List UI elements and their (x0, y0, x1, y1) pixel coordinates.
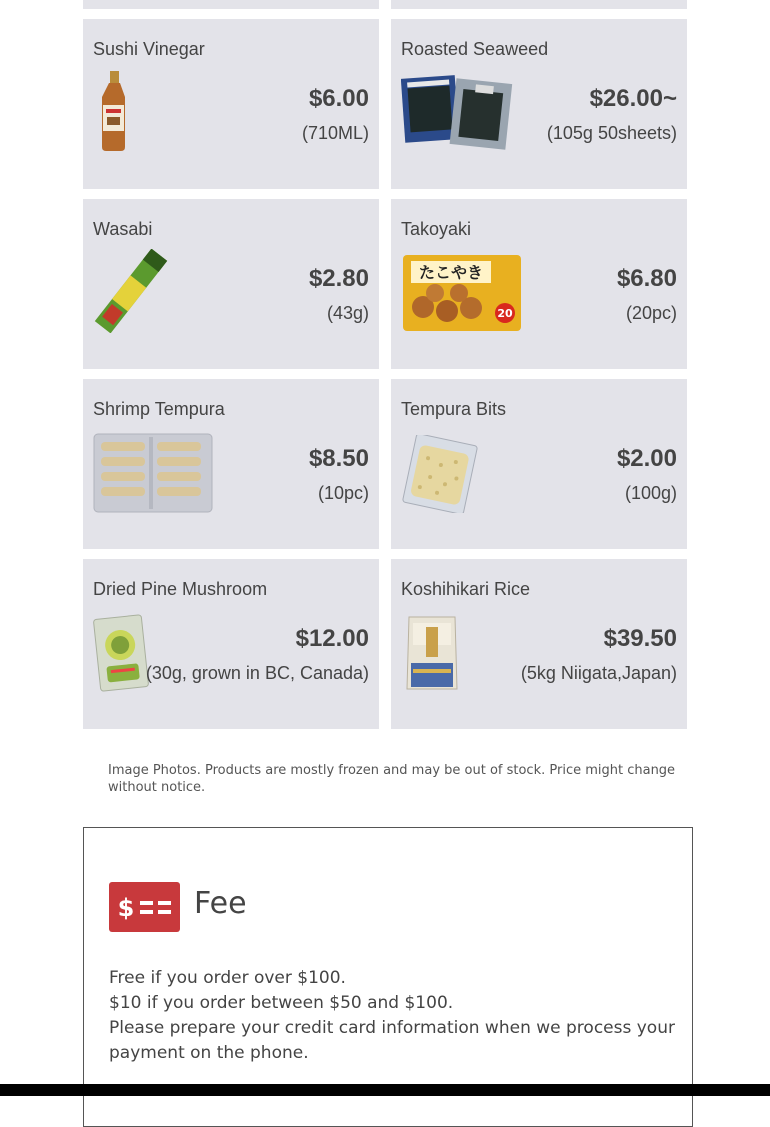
shrimp-tempura-image (93, 433, 213, 513)
product-quantity: (100g) (624, 483, 677, 503)
product-name: Dried Pine Mushroom (93, 579, 268, 599)
product-card-partial-right (391, 0, 687, 9)
product-price: $12.00 (295, 625, 369, 652)
takoyaki-image (401, 253, 523, 333)
svg-text:20: 20 (497, 307, 513, 320)
bottom-bar (0, 1084, 770, 1096)
dollar-bill-icon (109, 882, 180, 932)
product-quantity: (5kg Niigata,Japan) (520, 663, 677, 683)
fee-details (109, 966, 679, 1066)
product-card-roasted-seaweed (391, 19, 687, 189)
sushi-vinegar-image (93, 71, 137, 153)
wasabi-image (93, 249, 169, 333)
svg-text:たこやき: たこやき (418, 263, 484, 282)
fee-line: Free if you order over $100. (109, 968, 346, 988)
product-quantity: (710ML) (301, 123, 369, 143)
product-price: $2.80 (308, 265, 369, 292)
product-price: $6.00 (308, 85, 369, 112)
fee-line: Please prepare your credit card information when we process your payment on the phone. (109, 1018, 675, 1063)
product-quantity: (43g) (326, 303, 369, 323)
product-card-shrimp-tempura (83, 379, 379, 549)
dried-pine-mushroom-image (93, 613, 149, 693)
fee-title: Fee (194, 886, 247, 921)
product-name: Shrimp Tempura (93, 399, 225, 419)
product-quantity: (10pc) (317, 483, 369, 503)
fee-section (83, 827, 693, 1127)
product-name: Takoyaki (401, 219, 472, 239)
roasted-seaweed-image (401, 73, 513, 153)
product-price: $26.00~ (589, 85, 677, 112)
product-price: $6.80 (616, 265, 677, 292)
product-name: Wasabi (93, 219, 153, 239)
disclaimer-note: Image Photos. Products are mostly frozen and may be out of stock. Price might change without notice. (108, 763, 676, 795)
tempura-bits-image (401, 435, 479, 513)
product-card-tempura-bits (391, 379, 687, 549)
product-quantity: (20pc) (625, 303, 677, 323)
product-card-dried-pine-mushroom (83, 559, 379, 729)
product-name: Roasted Seaweed (401, 39, 549, 59)
product-quantity: (105g 50sheets) (546, 123, 677, 143)
product-name: Tempura Bits (401, 399, 507, 419)
product-quantity: (30g, grown in BC, Canada) (145, 663, 369, 683)
product-name: Sushi Vinegar (93, 39, 205, 59)
product-card-takoyaki (391, 199, 687, 369)
product-card-koshihikari-rice (391, 559, 687, 729)
product-card-wasabi (83, 199, 379, 369)
koshihikari-rice-image (401, 613, 463, 693)
product-price: $2.00 (616, 445, 677, 472)
product-name: Koshihikari Rice (401, 579, 531, 599)
product-price: $8.50 (308, 445, 369, 472)
svg-text:$: $ (117, 894, 135, 922)
fee-line: $10 if you order between $50 and $100. (109, 993, 454, 1013)
product-card-sushi-vinegar (83, 19, 379, 189)
product-card-partial-left (83, 0, 379, 9)
product-price: $39.50 (603, 625, 677, 652)
